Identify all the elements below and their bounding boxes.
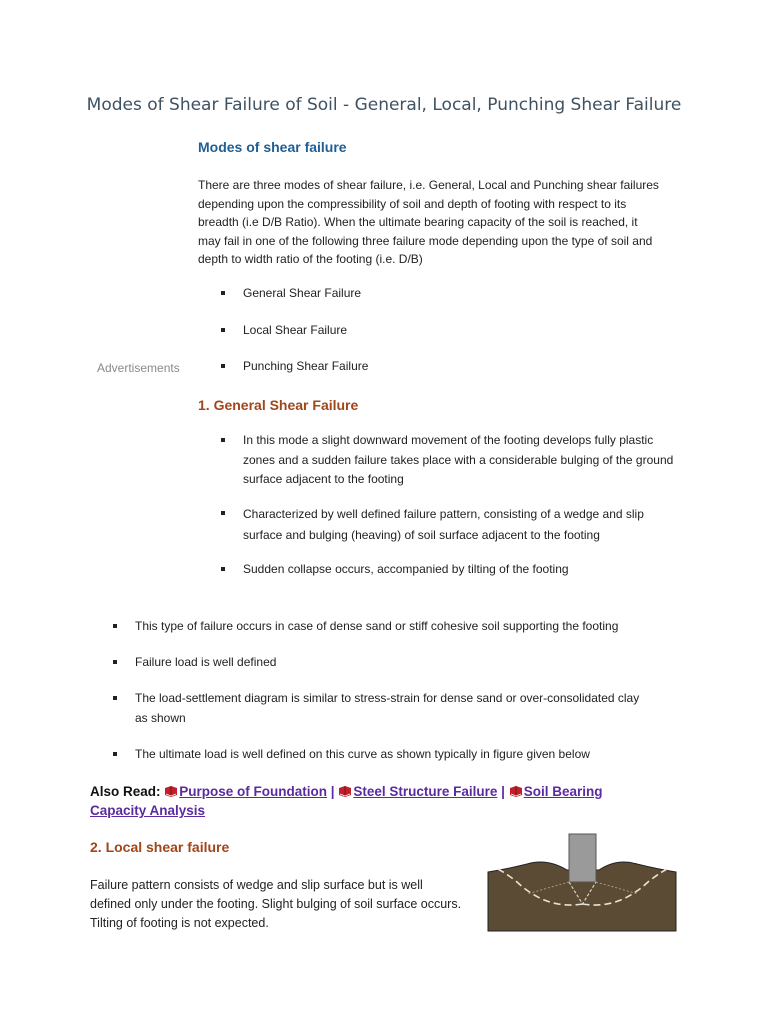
bullet-marker: [221, 328, 225, 332]
general-point: Sudden collapse occurs, accompanied by tilting of the footing: [243, 562, 569, 576]
also-read-label: Also Read:: [90, 784, 161, 799]
general-more-point: The ultimate load is well defined on this curve as shown typically in figure given below: [135, 747, 590, 761]
section-heading-modes: Modes of shear failure: [198, 139, 347, 155]
link-steel-structure-failure[interactable]: Steel Structure Failure: [353, 784, 498, 799]
link-separator: |: [501, 784, 505, 799]
bullet-marker: [221, 364, 225, 368]
local-shear-failure-diagram: [487, 832, 677, 932]
bullet-marker: [113, 752, 117, 756]
bullet-marker: [221, 511, 225, 515]
advertisements-label: Advertisements: [97, 361, 180, 375]
section-heading-local: 2. Local shear failure: [90, 839, 230, 855]
list-item-local: Local Shear Failure: [243, 323, 348, 337]
page-title: Modes of Shear Failure of Soil - General, Local, Punching Shear Failure: [86, 95, 682, 115]
list-item-punching: Punching Shear Failure: [243, 359, 369, 373]
bullet-marker: [113, 696, 117, 700]
bullet-marker: [221, 567, 225, 571]
general-point: In this mode a slight downward movement of the footing develops fully plastic zones and a sudden failure takes place with a considerable bulging of the ground surface adjacent to the footing: [243, 433, 674, 486]
book-icon: [509, 785, 523, 797]
local-paragraph: Failure pattern consists of wedge and slip surface but is well defined only under the footing. Slight bulging of soil surface occurs. Tilting of footing is not expected.: [90, 878, 462, 930]
general-point: Characterized by well defined failure pattern, consisting of a wedge and slip surface and bulging (heaving) of soil surface adjacent to the footing: [243, 507, 644, 542]
general-more-point: Failure load is well defined: [135, 655, 277, 669]
general-more-point: This type of failure occurs in case of dense sand or stiff cohesive soil supporting the footing: [135, 619, 619, 633]
general-more-point: The load-settlement diagram is similar to stress-strain for dense sand or over-consolidated clay as shown: [135, 691, 640, 725]
bullet-marker: [113, 660, 117, 664]
book-icon: [164, 785, 178, 797]
also-read: [90, 782, 660, 820]
bullet-marker: [221, 438, 225, 442]
bullet-marker: [221, 291, 225, 295]
section-heading-general: 1. General Shear Failure: [198, 397, 359, 413]
book-icon: [338, 785, 352, 797]
link-separator: |: [330, 784, 335, 799]
intro-paragraph: There are three modes of shear failure, i.e. General, Local and Punching shear failures depending upon the compressibility of soil and depth of footing with respect to its breadth (i.e D/B Ratio). When the ultimate bearing capacity of the soil is reached, it may fail in one of the following three failure mode depending upon the type of soil and depth to width ratio of the footing (i.e. D/B): [198, 178, 659, 266]
bullet-marker: [113, 624, 117, 628]
link-purpose-of-foundation[interactable]: Purpose of Foundation: [179, 784, 328, 799]
link-soil-bearing-capacity-analysis[interactable]: Soil Bearing Capacity Analysis: [90, 784, 603, 818]
list-item-general: General Shear Failure: [243, 286, 362, 300]
